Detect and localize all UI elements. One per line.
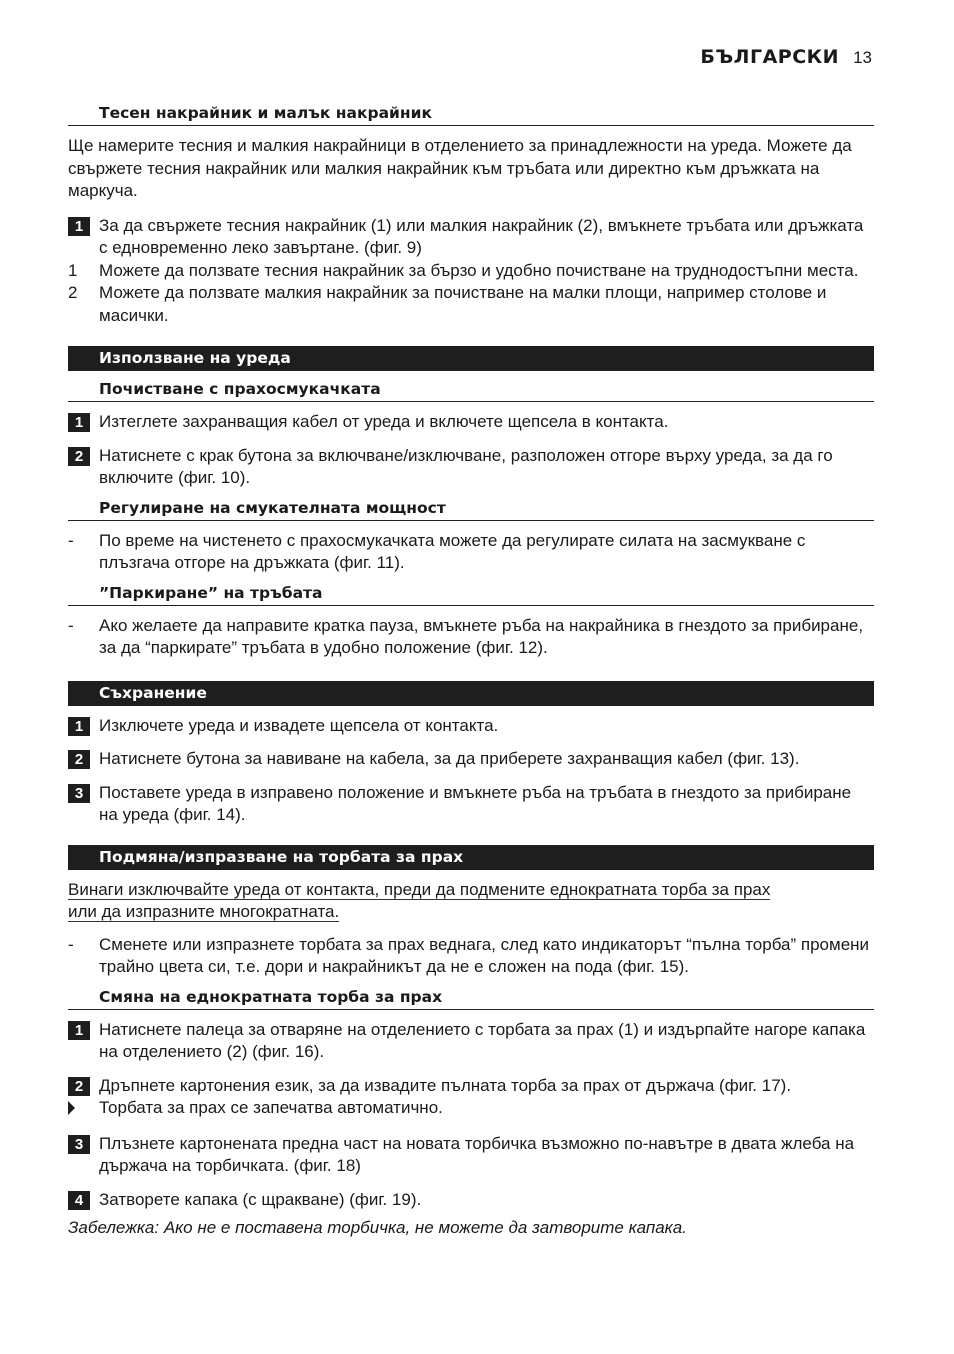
- step-text: Натиснете палеца за отваряне на отделението с торбата за прах (1) и издърпайте нагоре капака на отделението (2) (фиг. 16).: [99, 1019, 866, 1061]
- result-text: Торбата за прах се запечатва автоматично.: [99, 1098, 443, 1117]
- step-item: [68, 215, 874, 260]
- page-content: [68, 104, 874, 1240]
- item-text: Можете да ползвате малкия накрайник за почистване на малки площи, например столове и масички.: [99, 283, 827, 325]
- bullet-item: [68, 934, 874, 979]
- result-item: [68, 1097, 874, 1122]
- dash-marker: -: [68, 615, 74, 635]
- nozzles-intro: Ще намерите тесния и малкия накрайници в отделението за принадлежности на уреда. Можете да свържете тесния накрайник или малкия накрайник към тръбата или директно към дръжката на маркуча.: [68, 136, 852, 200]
- page-number: 13: [853, 48, 872, 67]
- section-bar-dustbag: Подмяна/изпразване на торбата за прах: [68, 845, 874, 870]
- step-text: Дръпнете картонения език, за да извадите пълната торба за прах от държача (фиг. 17).: [99, 1075, 792, 1095]
- step-text: Затворете капака (с щракване) (фиг. 19).: [99, 1189, 422, 1209]
- step-text: Изключете уреда и извадете щепсела от контакта.: [99, 715, 499, 735]
- step-item: [68, 1189, 874, 1212]
- step-item: [68, 715, 874, 738]
- step-text: Плъзнете картонената предна част на новата торбичка възможно по-навътре в двата жлеба на държача на торбичката. (фиг. 18): [99, 1133, 855, 1175]
- step-number: 2: [68, 750, 90, 769]
- step-number: 4: [68, 1191, 90, 1210]
- language-label: БЪЛГАРСКИ: [700, 46, 840, 68]
- step-number: 1: [68, 1021, 90, 1040]
- section-bar-storage: Съхранение: [68, 681, 874, 706]
- step-item: [68, 782, 874, 827]
- step-item: [68, 411, 874, 434]
- step-item: [68, 1019, 874, 1064]
- step-number: 1: [68, 717, 90, 736]
- step-number: 3: [68, 784, 90, 803]
- warning-line-2: или да изпразните многократната.: [68, 902, 340, 921]
- step-text: Натиснете с крак бутона за включване/изключване, разположен отгоре върху уреда, за да го включите (фиг. 10).: [99, 445, 833, 487]
- subheading-nozzles: Тесен накрайник и малък накрайник: [68, 104, 874, 126]
- step-item: [68, 748, 874, 771]
- dash-marker: -: [68, 530, 74, 550]
- step-text: Поставете уреда в изправено положение и вмъкнете ръба на тръбата в гнездото за прибиране на уреда (фиг. 14).: [99, 782, 852, 824]
- bullet-item: [68, 615, 874, 660]
- subheading-replace-bag: Смяна на еднократната торба за прах: [68, 988, 874, 1010]
- item-number: 2: [68, 283, 78, 302]
- subheading-tube-parking: ”Паркиране” на тръбата: [68, 584, 874, 606]
- item-text: Можете да ползвате тесния накрайник за бързо и удобно почистване на труднодостъпни места.: [99, 260, 859, 280]
- bullet-text: Сменете или изпразнете торбата за прах веднага, след като индикаторът “пълна торба” промени трайно цвета си, т.е. дори и накрайникът да не е сложен на пода (фиг. 15).: [99, 934, 870, 976]
- step-text: Натиснете бутона за навиване на кабела, за да приберете захранващия кабел (фиг. 13).: [99, 749, 800, 768]
- step-text: Изтеглете захранващия кабел от уреда и включете щепсела в контакта.: [99, 412, 669, 431]
- section-bar-usage: Използване на уреда: [68, 346, 874, 371]
- step-text: За да свържете тесния накрайник (1) или малкия накрайник (2), вмъкнете тръбата или дръжката с едновременно леко завъртане. (фиг. 9): [99, 215, 864, 257]
- warning-line-1: Винаги изключвайте уреда от контакта, преди да подмените еднократната торба за прах: [68, 879, 771, 899]
- bullet-text: По време на чистенето с прахосмукачката можете да регулирате силата на засмукване с плъзгача отгоре на дръжката (фиг. 11).: [99, 530, 806, 572]
- subheading-vacuuming: Почистване с прахосмукачката: [68, 380, 874, 402]
- step-number: 1: [68, 413, 90, 432]
- step-item: [68, 1075, 874, 1098]
- step-number: 1: [68, 217, 90, 236]
- step-number: 2: [68, 1077, 90, 1096]
- result-arrow-icon: [68, 1101, 75, 1115]
- subheading-suction-power: Регулиране на смукателната мощност: [68, 499, 874, 521]
- bullet-text: Ако желаете да направите кратка пауза, вмъкнете ръба на накрайника в гнездото за прибиране, за да “паркирате” тръбата в удобно положение (фиг. 12).: [99, 615, 864, 657]
- step-item: [68, 1133, 874, 1178]
- note-text: Забележка: Ако не е поставена торбичка, не можете да затворите капака.: [68, 1218, 687, 1237]
- numbered-item: [68, 282, 874, 327]
- step-item: [68, 445, 874, 490]
- step-number: 3: [68, 1135, 90, 1154]
- numbered-item: [68, 260, 874, 283]
- warning-text: [68, 879, 874, 924]
- bullet-item: [68, 530, 874, 575]
- dash-marker: -: [68, 934, 74, 954]
- step-number: 2: [68, 447, 90, 466]
- item-number: 1: [68, 260, 78, 280]
- page-header: [700, 46, 872, 68]
